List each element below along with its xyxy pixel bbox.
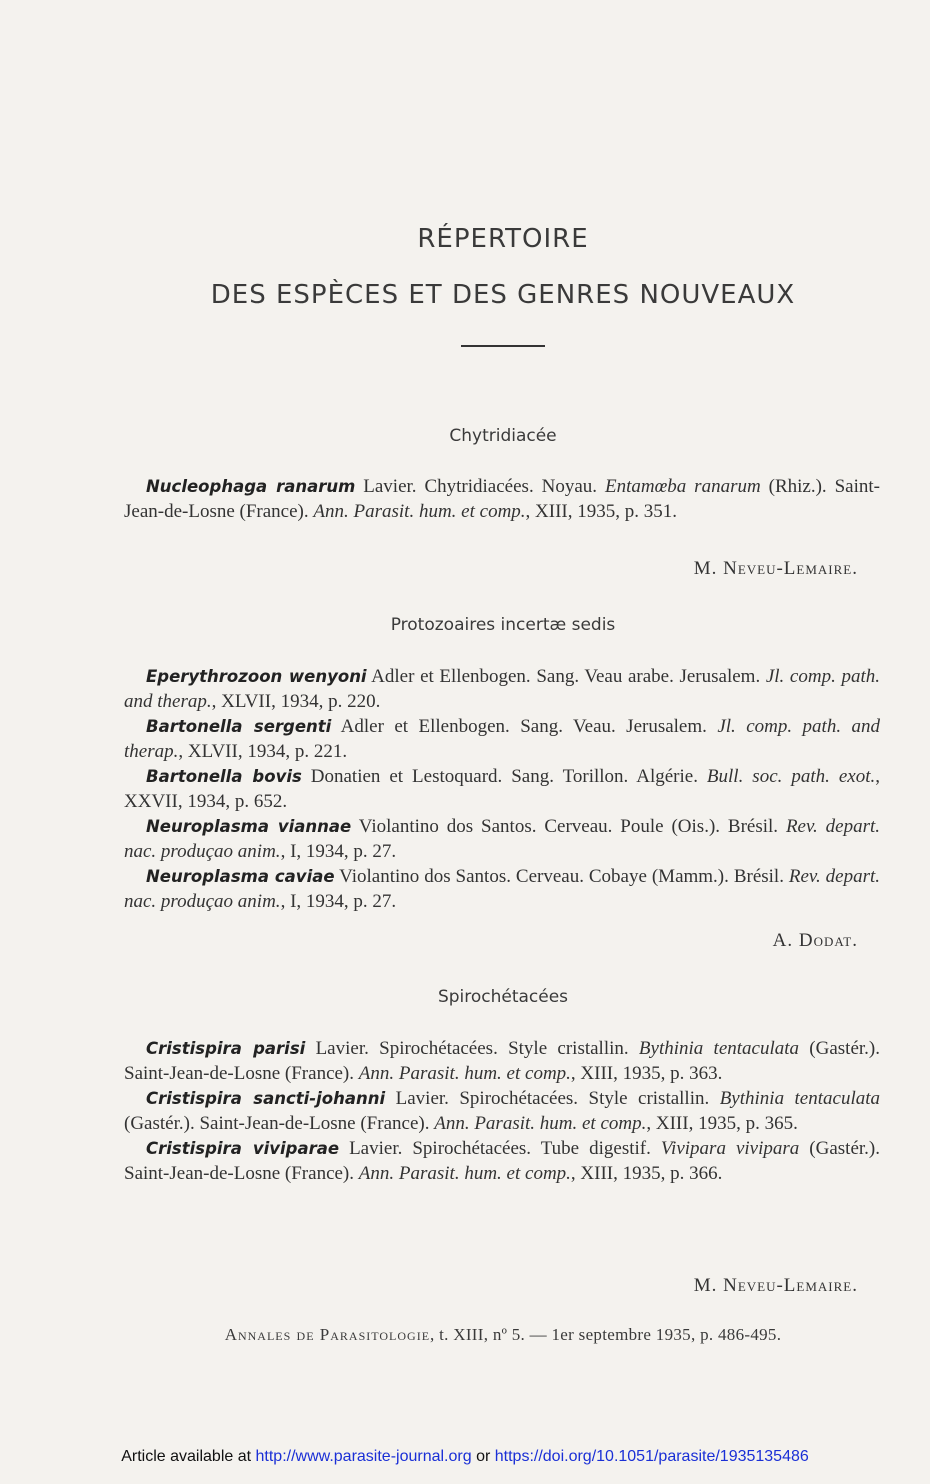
review-title: Bull. soc. path. exot.	[706, 766, 876, 787]
entry	[124, 474, 880, 524]
entry	[124, 714, 880, 764]
entry-text: (Gastér.). Saint-Jean-de-Losne (France).	[124, 1038, 880, 1084]
entry	[124, 1036, 880, 1086]
species-name: Cristispira sancti-johanni	[146, 1089, 386, 1108]
reference: , I, 1934, p. 27.	[280, 891, 397, 912]
entry-text: (Gastér.). Saint-Jean-de-Losne (France).	[124, 1113, 435, 1134]
entry	[124, 814, 880, 864]
entry	[124, 1136, 880, 1186]
author-signature: A. Dodat.	[772, 930, 858, 951]
species-name: Bartonella bovis	[146, 767, 302, 786]
availability-middle: or	[471, 1448, 495, 1465]
reference: , I, 1934, p. 27.	[280, 841, 397, 862]
journal-link[interactable]: http://www.parasite-journal.org	[255, 1448, 472, 1465]
review-title: Ann. Parasit. hum. et comp.	[313, 501, 526, 522]
entry-text: Lavier. Chytridiacées. Noyau.	[355, 476, 605, 497]
title-line-2: DES ESPÈCES ET DES GENRES NOUVEAUX	[210, 280, 796, 310]
entry	[124, 1086, 880, 1136]
species-name: Neuroplasma viannae	[146, 817, 352, 836]
title-line-1: RÉPERTOIRE	[417, 224, 589, 254]
journal-details: , t. XIII, nº 5. — 1er septembre 1935, p. 486-495.	[430, 1325, 782, 1344]
review-title: Jl. comp. path. and therap.	[124, 666, 880, 712]
reference: , XLVII, 1934, p. 220.	[211, 691, 381, 712]
reference: , XLVII, 1934, p. 221.	[178, 741, 348, 762]
entry	[124, 664, 880, 714]
species-name: Nucleophaga ranarum	[146, 477, 356, 496]
journal-name: Annales de Parasitologie	[224, 1325, 431, 1344]
host-name: Entamœba ranarum	[604, 476, 761, 497]
section-heading-spirochetacees: Spirochétacées	[437, 987, 569, 1007]
species-name: Neuroplasma caviae	[146, 867, 335, 886]
species-name: Cristispira parisi	[146, 1039, 306, 1058]
entry-text: Adler et Ellenbogen. Sang. Veau. Jerusalem.	[331, 716, 718, 737]
review-title: Rev. depart. nac. produçao anim.	[124, 816, 880, 862]
review-title: Rev. depart. nac. produçao anim.	[124, 866, 880, 912]
reference: , XIII, 1935, p. 366.	[570, 1163, 723, 1184]
entry-text: Lavier. Spirochétacées. Style cristallin.	[385, 1088, 720, 1109]
author-signature: M. Neveu-Lemaire.	[693, 1275, 858, 1296]
review-title: Jl. comp. path. and therap.	[124, 716, 880, 762]
title-rule	[461, 345, 545, 347]
reference: , XIII, 1935, p. 351.	[525, 501, 677, 522]
entry-text: (Gastér.). Saint-Jean-de-Losne (France).	[124, 1138, 880, 1184]
section-heading-protozoaires: Protozoaires incertæ sedis	[390, 615, 616, 635]
section-heading-chytridiacee: Chytridiacée	[449, 426, 557, 446]
availability-prefix: Article available at	[121, 1448, 256, 1465]
reference: , XIII, 1935, p. 363.	[570, 1063, 723, 1084]
entry	[124, 764, 880, 814]
entry-text: Violantino dos Santos. Cerveau. Cobaye (Mamm.). Brésil.	[334, 866, 789, 887]
reference: , XIII, 1935, p. 365.	[646, 1113, 798, 1134]
species-name: Bartonella sergenti	[146, 717, 332, 736]
review-title: Ann. Parasit. hum. et comp.	[358, 1063, 571, 1084]
doi-link[interactable]: https://doi.org/10.1051/parasite/1935135486	[494, 1448, 809, 1465]
section-entries-spirochetacees	[124, 1036, 880, 1186]
section-entries-chytridiacee	[124, 474, 880, 524]
entry-text: Lavier. Spirochétacées. Style cristallin.	[305, 1038, 639, 1059]
host-name: Bythinia tentaculata	[638, 1038, 800, 1059]
species-name: Cristispira viviparae	[146, 1139, 340, 1158]
journal-citation	[0, 1325, 930, 1345]
review-title: Ann. Parasit. hum. et comp.	[358, 1163, 571, 1184]
reference: , XXVII, 1934, p. 652.	[124, 766, 880, 812]
entry-text: Lavier. Spirochétacées. Tube digestif.	[339, 1138, 661, 1159]
entry-text: (Rhiz.). Saint-Jean-de-Losne (France).	[124, 476, 880, 522]
host-name: Vivipara vivipara	[660, 1138, 800, 1159]
author-signature: M. Neveu-Lemaire.	[693, 558, 858, 579]
section-entries-protozoaires	[124, 664, 880, 914]
review-title: Ann. Parasit. hum. et comp.	[434, 1113, 647, 1134]
entry	[124, 864, 880, 914]
host-name: Bythinia tentaculata	[719, 1088, 881, 1109]
entry-text: Adler et Ellenbogen. Sang. Veau arabe. Jerusalem.	[366, 666, 766, 687]
species-name: Eperythrozoon wenyoni	[146, 667, 367, 686]
entry-text: Donatien et Lestoquard. Sang. Torillon. Algérie.	[301, 766, 707, 787]
availability-notice	[0, 1448, 930, 1466]
entry-text: Violantino dos Santos. Cerveau. Poule (Ois.). Brésil.	[351, 816, 786, 837]
